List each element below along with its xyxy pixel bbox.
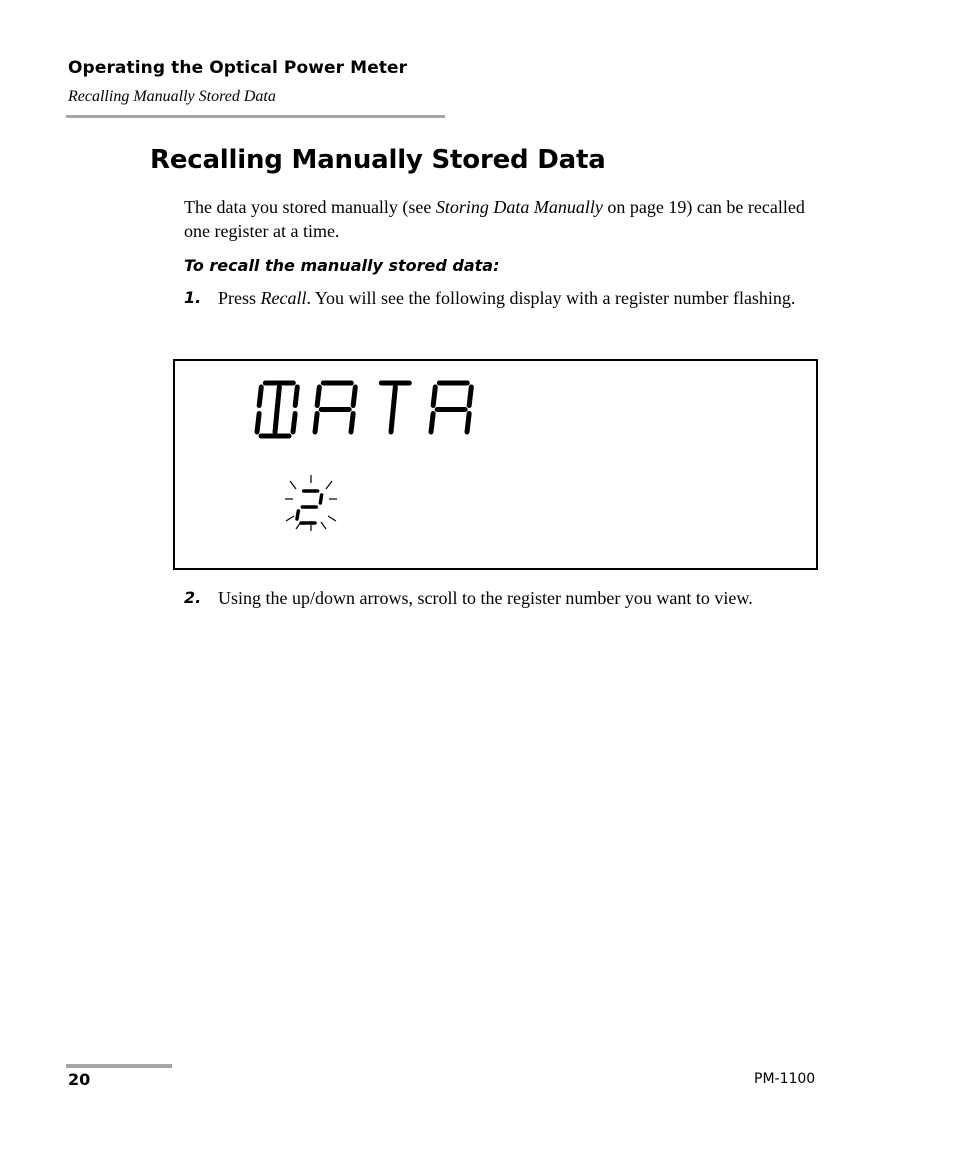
step-1 [184, 286, 824, 310]
step-text-end: . You will see the following display with a register number flashing. [306, 288, 796, 308]
lcd-segment [467, 414, 469, 433]
header-rule [66, 115, 445, 118]
lcd-display-svg [175, 361, 816, 568]
step-2 [184, 586, 824, 610]
lcd-segment [351, 414, 353, 433]
footer-rule [66, 1064, 172, 1068]
step-text: Using the up/down arrows, scroll to the register number you want to view. [218, 588, 753, 608]
running-head-section: Recalling Manually Stored Data [68, 88, 276, 105]
lcd-segment [431, 414, 433, 433]
model-number: PM-1100 [754, 1071, 816, 1087]
intro-paragraph [184, 195, 824, 243]
lcd-display-figure [173, 359, 818, 570]
page-number: 20 [68, 1070, 91, 1089]
lcd-segment [391, 387, 395, 432]
lcd-segment [257, 414, 259, 433]
lcd-segment [259, 387, 261, 406]
procedure-heading: To recall the manually stored data: [184, 256, 500, 275]
button-name: Recall [260, 288, 307, 308]
lcd-segment [275, 387, 279, 432]
lcd-main-text [257, 383, 471, 436]
lcd-segment [317, 387, 319, 406]
lcd-segment [353, 387, 355, 406]
section-title: Recalling Manually Stored Data [150, 145, 606, 175]
lcd-segment [433, 387, 435, 406]
lcd-segment [297, 511, 298, 519]
lcd-register-digit [297, 491, 322, 523]
lcd-segment [293, 414, 295, 433]
intro-text-start: The data you stored manually (see [184, 197, 436, 217]
step-number: 2. [184, 588, 202, 607]
step-number: 1. [184, 288, 202, 307]
step-text [218, 286, 824, 310]
step-text-start: Press [218, 288, 261, 308]
intro-text-end: on page 19) can be recalled one register at a time. [184, 197, 805, 241]
lcd-segment [320, 495, 321, 503]
cross-reference: Storing Data Manually [435, 197, 603, 217]
lcd-segment [315, 414, 317, 433]
running-head-chapter: Operating the Optical Power Meter [68, 58, 408, 78]
lcd-segment [469, 387, 471, 406]
lcd-segment [295, 387, 297, 406]
